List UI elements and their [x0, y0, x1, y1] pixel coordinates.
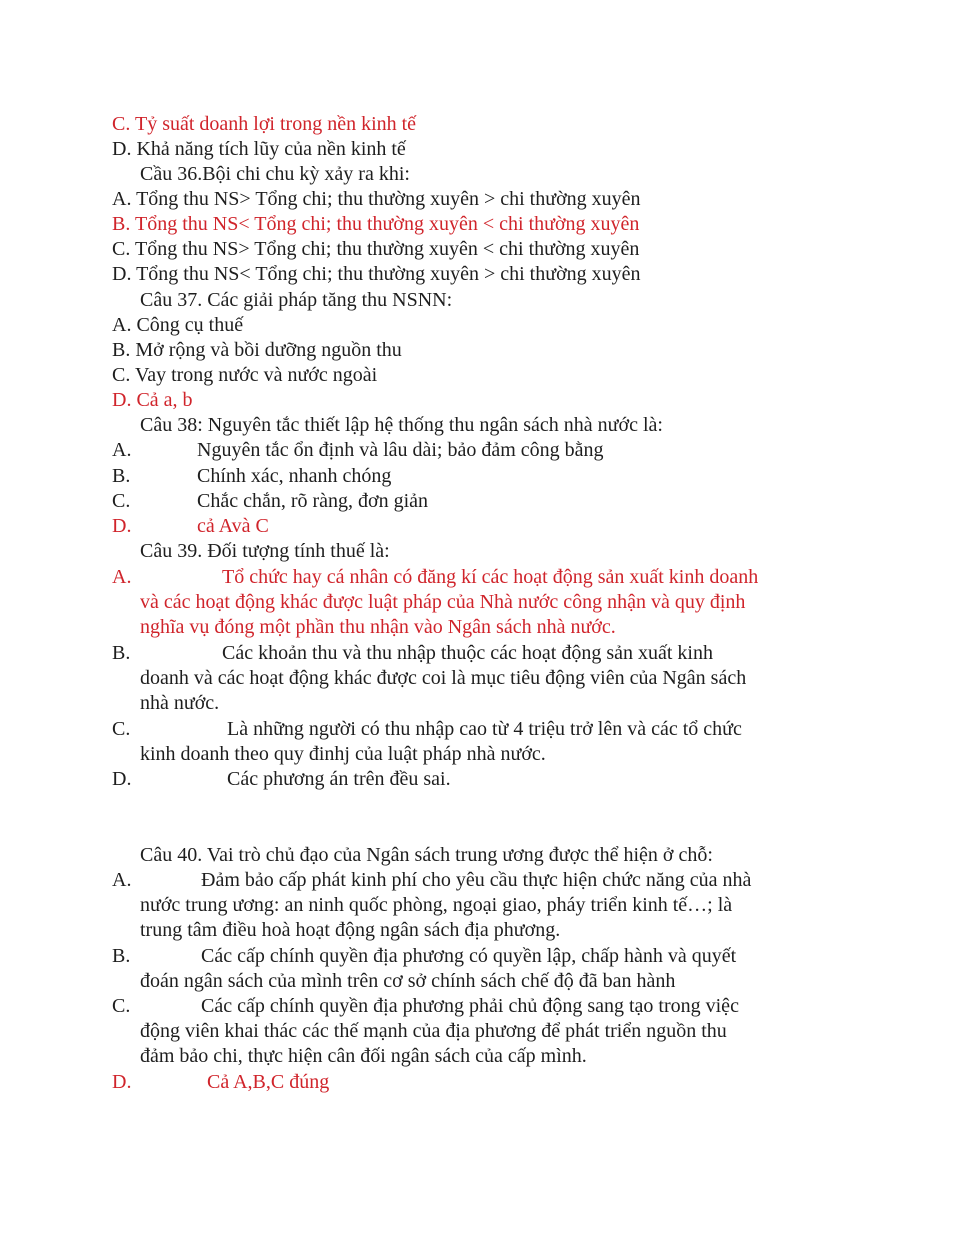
option-text: Các khoản thu và thu nhập thuộc các hoạt động sản xuất kinh — [222, 642, 713, 664]
option-line: C. Tổng thu NS> Tổng chi; thu thường xuyên < chi thường xuyên — [112, 238, 640, 260]
option-letter: A. — [112, 869, 132, 891]
option-text: Chắc chắn, rõ ràng, đơn giản — [197, 490, 429, 512]
option-line: C. Vay trong nước và nước ngoài — [112, 364, 378, 386]
question-40: Câu 40. Vai trò chủ đạo của Ngân sách trung ương được thể hiện ở chỗ: — [140, 844, 713, 866]
question-36: Cầu 36.Bội chi chu kỳ xảy ra khi: — [140, 163, 410, 185]
question-38: Câu 38: Nguyên tắc thiết lập hệ thống thu ngân sách nhà nước là: — [140, 414, 663, 436]
option-text: Các phương án trên đều sai. — [227, 768, 451, 790]
option-line: A. Tổng thu NS> Tổng chi; thu thường xuyên > chi thường xuyên — [112, 188, 641, 210]
answer-letter: D. — [112, 1071, 132, 1093]
option-letter: A. — [112, 439, 132, 461]
option-text: Là những người có thu nhập cao từ 4 triệu trở lên và các tổ chức — [227, 718, 742, 740]
option-line: D. Khả năng tích lũy của nền kinh tế — [112, 138, 406, 160]
option-text: Chính xác, nhanh chóng — [197, 465, 392, 487]
option-letter: D. — [112, 768, 132, 790]
option-text: nhà nước. — [140, 692, 220, 714]
answer-line: C. Tỷ suất doanh lợi trong nền kinh tế — [112, 113, 417, 135]
answer-line: D. Cả a, b — [112, 389, 193, 411]
answer-text: và các hoạt động khác được luật pháp của Nhà nước công nhận và quy định — [140, 591, 746, 613]
option-text: Các cấp chính quyền địa phương có quyền lập, chấp hành và quyết — [201, 945, 737, 967]
answer-text: nghĩa vụ đóng một phần thu nhận vào Ngân sách nhà nước. — [140, 616, 616, 638]
option-letter: C. — [112, 490, 131, 512]
option-text: kinh doanh theo quy đinhj của luật pháp nhà nước. — [140, 743, 546, 765]
option-text: trung tâm điều hoà hoạt động ngân sách địa phương. — [140, 919, 561, 941]
option-line: D. Tổng thu NS< Tổng chi; thu thường xuyên > chi thường xuyên — [112, 263, 641, 285]
option-line: A. Công cụ thuế — [112, 314, 244, 336]
answer-text: Tổ chức hay cá nhân có đăng kí các hoạt động sản xuất kinh doanh — [222, 566, 759, 588]
answer-line: B. Tổng thu NS< Tổng chi; thu thường xuyên < chi thường xuyên — [112, 213, 640, 235]
option-letter: B. — [112, 642, 131, 664]
option-letter: C. — [112, 995, 131, 1017]
option-text: nước trung ương: an ninh quốc phòng, ngoại giao, pháy triển kinh tế…; là — [140, 894, 733, 916]
option-letter: C. — [112, 718, 131, 740]
answer-letter: D. — [112, 515, 132, 537]
option-letter: B. — [112, 465, 131, 487]
option-text: đoán ngân sách của mình trên cơ sở chính sách chế độ đã ban hành — [140, 970, 676, 992]
option-text: doanh và các hoạt động khác được coi là mục tiêu động viên của Ngân sách — [140, 667, 747, 689]
option-text: Nguyên tắc ổn định và lâu dài; bảo đảm công bằng — [197, 439, 604, 461]
answer-text: cả Avà C — [197, 515, 269, 537]
answer-letter: A. — [112, 566, 132, 588]
option-line: B. Mở rộng và bồi dưỡng nguồn thu — [112, 339, 402, 361]
question-37: Câu 37. Các giải pháp tăng thu NSNN: — [140, 289, 453, 311]
option-text: động viên khai thác các thế mạnh của địa phương để phát triển nguồn thu — [140, 1020, 727, 1042]
option-text: Đảm bảo cấp phát kinh phí cho yêu cầu thực hiện chức năng của nhà — [201, 869, 752, 891]
answer-text: Cả A,B,C đúng — [207, 1071, 330, 1093]
question-39: Câu 39. Đối tượng tính thuế là: — [140, 540, 390, 562]
option-letter: B. — [112, 945, 131, 967]
option-text: Các cấp chính quyền địa phương phải chủ động sang tạo trong việc — [201, 995, 739, 1017]
option-text: đảm bảo chi, thực hiện cân đối ngân sách của cấp mình. — [140, 1045, 587, 1067]
